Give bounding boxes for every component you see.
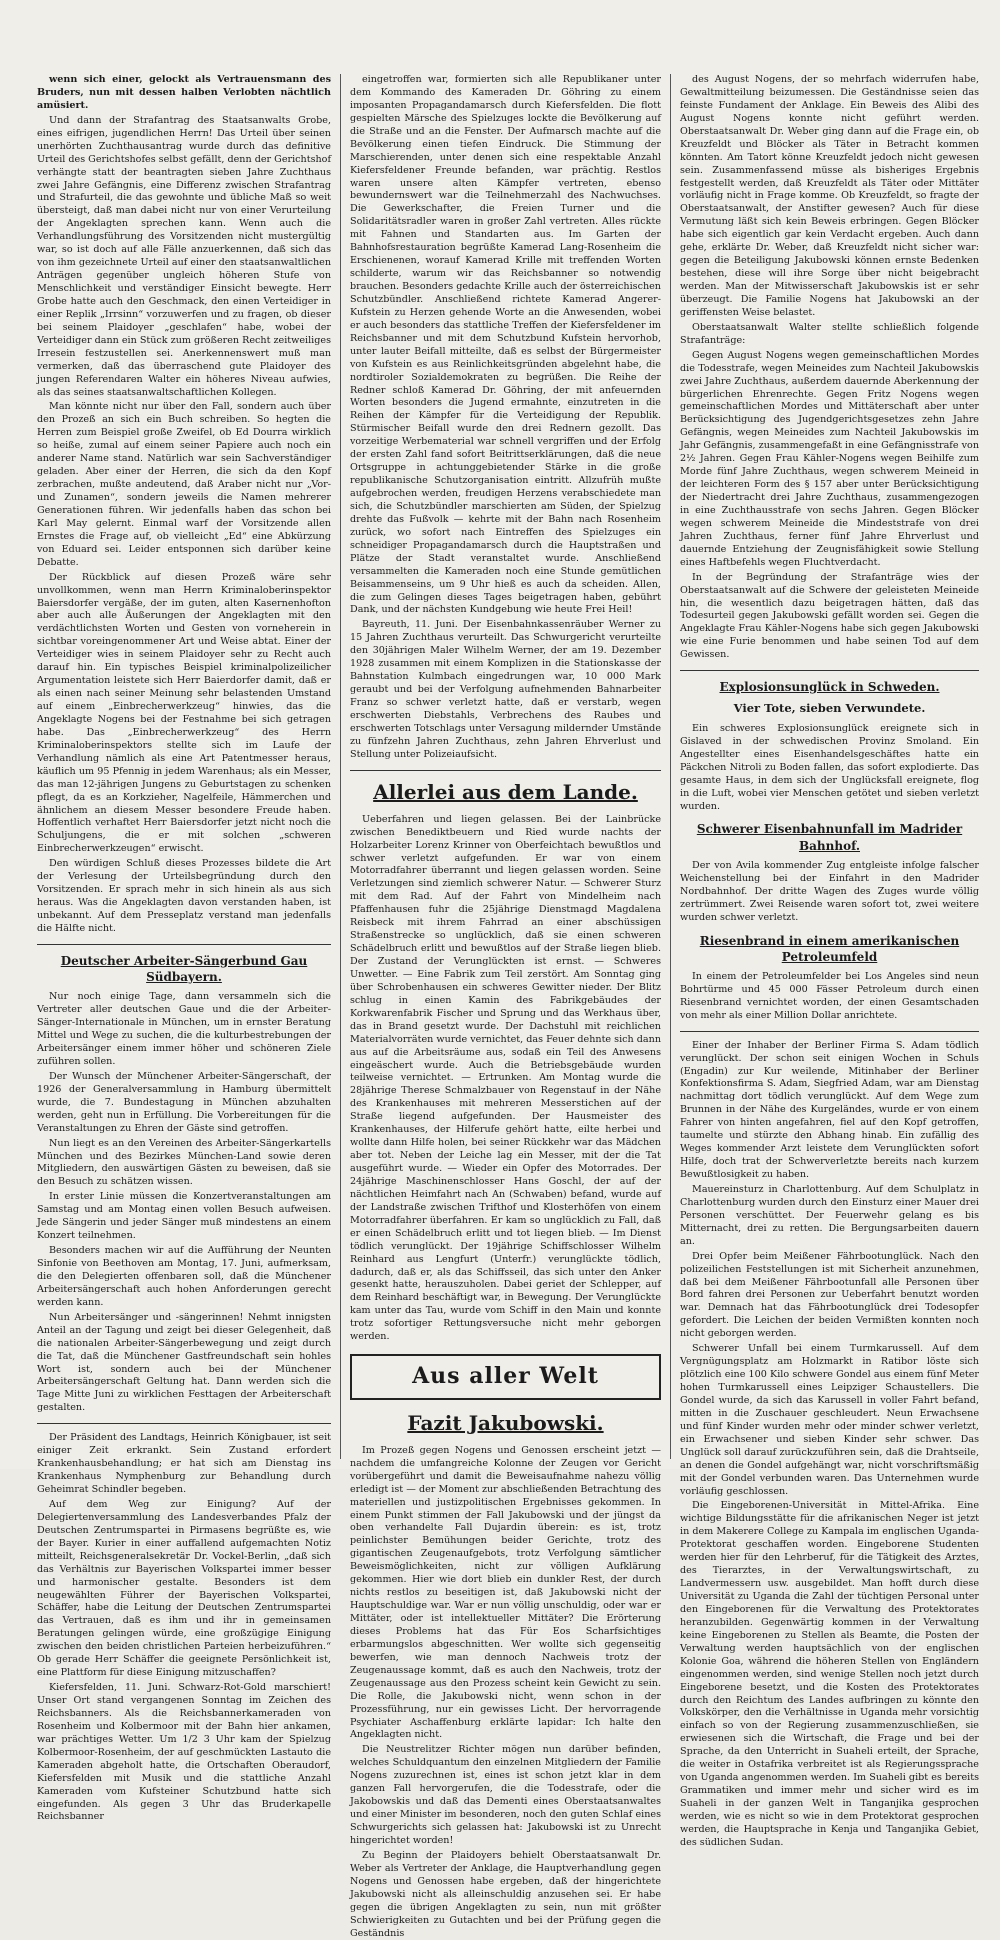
article-text: Gegen August Nogens wegen gemeinschaftlichen Mordes die Todesstrafe, wegen Meineides zum Nachteil Jakubowskis zwei Jahre Zuchthaus, außerdem dauernde Aberkennung der bürgerlichen Ehrenrechte. Gegen Fritz Nogens wegen gemeinschaftlichen Mordes und Mittäterschaft aber unter Berücksichtigung des Jugendgerichtsgesetzes zehn Jahre Gefängnis, wegen Meineides zum Nachteil Jakubowskis im Jahr Gefängnis, zusammengefaßt in eine Gefängnisstrafe von 2½ Jahren. Gegen Frau Kähler-Nogens wegen Beihilfe zum Morde fünf Jahre Zuchthaus, wegen schwerem Meineid in der leichteren Form des § 157 aber unter Berücksichtigung der Niedertracht drei Jahre Zuchthaus, zusammengezogen in eine Zuchthausstrafe von sechs Jahren. Gegen Blöcker wegen schwerem Meineide die Mindeststrafe von drei Jahren Zuchthaus, ferner fünf Jahre Ehrverlust und dauernde Entziehung der Zeugnisfähigkeit sowie Stellung eines Haftbefehls wegen Fluchtverdacht. [680,349,979,568]
article-text: Die Eingeborenen-Universität in Mittel-Afrika. Eine wichtige Bildungsstätte für die afrikanischen Neger ist jetzt in dem Makerere College zu Kampala im englischen Uganda-Protektorat geschaffen worden. Eingeborene Studenten werden hier für den Lehrberuf, für die Tätigkeit des Arztes, des Tierarztes, in der Verwaltungswirtschaft, zu Landvermessern usw. ausgebildet. Man hofft durch diese Universität zu Uganda die Zahl der tüchtigen Personal unter den Eingeborenen für die Verwaltung des Protektorates heranzubilden. Gegenwärtig kommen in der Verwaltung keine Eingeborenen zu Stellen als Beamte, die Posten der Verwaltung werden hauptsächlich von der englischen Kolonie Goa, während die höheren Stellen von Engländern eingenommen werden, sind wenige Stellen noch jetzt durch Eingeborene besetzt, und die Kosten des Protektorates durch den Reichtum des Landes aufbringen zu könnte den Volkskörper, den die Verhältnisse in Uganda mehr vorsichtig einfach so von der Regierung zusammenzuschließen, sie erwiesenen sich die Wirtschaft, die Frage und bei der Sprache, da den Unterricht in Suaheli erteilt, der Sprache, die weiter in Ostafrika verbreitet ist als Regierungssprache von Uganda angenommen werden. Im Suaheli gibt es bereits Grammatiken und immer mehr und sicher wird es im Suaheli in der ganzen Welt in Tanganjika gesprochen werden, wie es nicht so wie in dem Protektorat gesprochen werden, die Hauptsprache in Kenja und Tanganjika Gebiet, des südlichen Sudan. [680,1500,979,1848]
article-text: eingetroffen war, formierten sich alle Republikaner unter dem Kommando des Kameraden Dr. Göhring zu einem imposanten Propagandamarsch durch Kiefersfelden. Die flott gespielten Märsche des Spielzuges lockte die Bevölkerung auf die Straße und an die Fenster. Der Aufmarsch machte auf die Bevölkerung einen tiefen Eindruck. Die Stimmung der Marschierenden, unter denen sich eine respektable Anzahl Kiefersfeldener Freunde befanden, war prächtig. Restlos waren unsere alten Kämpfer vertreten, ebenso bewundernswert war die Teilnehmerzahl des Nachwuchses. Die Gewerkschafter, die Freien Turner und die Solidaritätsradler waren in großer Zahl vertreten. Alles rückte mit Fahnen und Standarten aus. Im Garten der Bahnhofsrestauration begrüßte Kamerad Lang-Rosenheim die Erschienenen, worauf Kamerad Krille mit treffenden Worten schilderte, warum wir das Reichsbanner so notwendig brauchen. Besonders gedachte Krille auch der österreichischen Schutzbündler. Anschließend richtete Kamerad Angerer-Kufstein zu Herzen gehende Worte an die Anwesenden, wobei er auch besonders das stattliche Treffen der Kiefersfeldener im Reichsbanner und mit dem Schutzbund Kufstein hervorhob, unter lauter Beifall mitteilte, daß es selbst der Bürgermeister von Kufstein es aus Reinlichkeitsgründen abgelehnt habe, die nordtiroler Sozialdemokraten zu begrüßen. Die Reihe der Redner schloß Kamerad Dr. Göhring, der mit anfeuernden Worten besonders die Jugend ermahnte, einzutreten in die Reihen der Kämpfer für die Verteidigung der Republik. Stürmischer Beifall wurde den drei Rednern gezollt. Das vorzeitige Werbematerial war schnell vergriffen und der Erfolg der ersten Zahl fand sofort Beitrittserklärungen, daß die neue Ortsgruppe in achtunggebietender Stärke in die große republikanische Schutzorganisation eintritt. Allzufrüh mußte aufgebrochen werden, freudigen Herzens verabschiedete man sich, die Schutzbündler marschierten am Süden, der Spielzug drehte das Fußvolk — kehrte mit der Bahn nach Rosenheim zurück, wo sofort nach Eintreffen des Spielzuges ein schneidiger Propagandamarsch durch die Hauptstraßen und Plätze der Stadt veranstaltet wurde. Anschließend versammelten die Kameraden noch eine Stunde gemütlichen Beisammenseins, um 9 Uhr hieß es auch da scheiden. Allen, die zum Gelingen dieses Tages beigetragen haben, gebührt Dank, und der nächsten Kundgebung wie heute Frei Heil! [350,74,661,616]
article-text: Man könnte nicht nur über den Fall, sondern auch über den Prozeß an sich ein Buch schreiben. So hegten die Herren zum Beispiel große Zweifel, ob Ed Dourra wirklich so heiße, zumal auf einem seiner Papiere auch noch ein anderer Name stand. Natürlich war sein Sachverständiger geladen. Aber einer der Herren, die sich da den Kopf zerbrachen, mußte andeutend, daß Araber nicht nur „Vor- und Zunamen“, sondern jeweils die Namen mehrerer Generationen führen. Wir jedenfalls haben das schon bei Karl May gelernt. Einmal warf der Vorsitzende allen Ernstes die Frage auf, ob vielleicht „Ed“ eine Abkürzung von Eduard sei. Leider entsponnen sich darüber keine Debatte. [37,401,331,568]
article-text: Drei Opfer beim Meißener Fährbootunglück. Nach den polizeilichen Feststellungen ist mit Sicherheit anzunehmen, daß bei dem Meißener Fährbootunfall alle Personen über Bord fahren drei Personen zur Ueberfahrt benutzt worden war. Demnach hat das Fährbootunglück drei Todesopfer gefordert. Die Leichen der beiden Vermißten konnten noch nicht geborgen werden. [680,1250,979,1340]
article-text: Schwerer Unfall bei einem Turmkarussell. Auf dem Vergnügungsplatz am Holzmarkt in Ratibor löste sich plötzlich eine 100 Kilo schwere Gondel aus einem fünf Meter hohen Turmkarussell eines Leipziger Schaustellers. Die Gondel wurde, da sich das Karussell in voller Fahrt befand, mitten in die Zuschauer geschleudert. Neun Erwachsene und fünf Kinder wurden mehr oder minder schwer verletzt, ein Erwachsener und sieben Kinder sehr schwer. Das Unglück soll darauf zurückzuführen sein, daß die Drahtseile, an denen die Gondel aufgehängt war, nicht vorschriftsmäßig mit der Gondel verbunden waren. Das Unternehmen wurde vorläufig geschlossen. [680,1343,979,1497]
article-text: Der Rückblick auf diesen Prozeß wäre sehr unvollkommen, wenn man Herrn Kriminaloberinspektor Baiersdorfer vergäße, der im guten, alten Kasernenhofton aber auch alle Äußerungen der Angeklagten mit den verdächtlichsten Worten und Gesten von vorneherein in sichtbar voreingenommener Art und Weise abtat. Einer der Verteidiger wies in seinem Plaidoyer sehr zu Recht auch darauf hin. Ein typisches Beispiel kriminalpolizeilicher Argumentation leistete sich Herr Baierdorfer damit, daß er als einen nach seiner Meinung sehr belastenden Umstand auf einem „Einbrecherwerkzeug“ hinwies, das die Angeklagte Nogens bei der Festnahme bei sich getragen habe. Das „Einbrecherwerkzeug“ des Herrn Kriminaloberinspektors stellte sich im Laufe der Verhandlung nämlich als eine Art Patentmesser heraus, käuflich um 95 Pfennig in jedem Warenhaus; als ein Messer, das man 12-jährigen Jungens zu Geburtstagen zu schenken pflegt, da es an Korkzieher, Nagelfeile, Hämmerchen und ähnlichem an diesem Messer besondere Freude haben. Hoffentlich verhaftet Herr Baiersdorfer jetzt nicht noch die Schuljungens, die er mit solchen „schweren Einbrecherwerkzeugen“ erwischt. [37,571,331,855]
divider [350,770,661,771]
article-text: Nun liegt es an den Vereinen des Arbeiter-Sängerkartells München und des Bezirkes München-Land sowie deren Mitgliedern, den auswärtigen Gästen zu beweisen, daß sie den Besuch zu schätzen wissen. [37,1137,331,1188]
article-text: In erster Linie müssen die Konzertveranstaltungen am Samstag und am Montag einen vollen Besuch aufweisen. Jede Sängerin und jeder Sänger muß mindestens an einem Konzert teilnehmen. [37,1191,331,1242]
article-text: In einem der Petroleumfelder bei Los Angeles sind neun Bohrtürme und 45 000 Fässer Petroleum durch einen Riesenbrand vernichtet worden, der einen Gesamtschaden von mehr als einer Million Dollar anrichtete. [680,970,979,1021]
article-text: Den würdigen Schluß dieses Prozesses bildete die Art der Verlesung der Urteilsbegründung durch den Vorsitzenden. Er sprach mehr in sich hinein als aus sich heraus. Was die Angeklagten davon verstanden haben, ist unbekannt. Auf dem Presseplatz verstand man jedenfalls die Hälfte nicht. [37,858,331,934]
subheadline-tote: Vier Tote, sieben Verwundete. [733,701,926,716]
article-text: Auf dem Weg zur Einigung? Auf der Delegiertenversammlung des Landesverbandes Pfalz der Deutschen Zentrumspartei in Pirmasens begrüßte es, wie der Bayer. Kurier in einer auffallend aufgemachten Notiz mitteilt, Reichsgeneralsekretär Dr. Vockel-Berlin, „daß sich das Verhältnis zur Bayerischen Volkspartei immer besser und harmonischer gestalte. Besonders ist dem neugewählten Führer der Bayerischen Volkspartei, Schäffer, habe die Leitung der Deutschen Zentrumspartei das Vertrauen, daß es ihm und ihr in gemeinsamen Beratungen gelingen würde, eine großzügige Einigung zwischen den beiden christlichen Parteien herbeizuführen.“ Ob gerade Herr Schäffer die geeignete Persönlichkeit ist, eine Plattform für diese Einigung mitzuschaffen? [37,1498,331,1679]
article-text: Kiefersfelden, 11. Juni. Schwarz-Rot-Gold marschiert! Unser Ort stand vergangenen Sonntag im Zeichen des Reichsbanners. Als die Reichsbannerkameraden von Rosenheim und Kolbermoor mit der Bahn hier ankamen, war prächtiges Wetter. Um 1/2 3 Uhr kam der Spielzug Kolbermoor-Rosenheim, der auf geschmückten Lastauto die Kameraden abgeholt hatte, die Ortschaften Oberaudorf, Kiefersfelden mit Musik und die stattliche Anzahl Kameraden vom Kufsteiner Schutzbund hatte sich eingefunden. Als gegen 3 Uhr das Bruderkapelle Reichsbanner [37,1682,331,1823]
divider [37,944,331,945]
article-text: Ueberfahren und liegen gelassen. Bei der Lainbrücke zwischen Benediktbeuern und Ried wurde nachts der Holzarbeiter Lorenz Krinner von Oberfeichtach bewußtlos und schwer verletzt aufgefunden. Er war von einem Motorradfahrer überrannt und liegen gelassen worden. Seine Verletzungen sind ziemlich schwerer Natur. — Schwerer Sturz mit dem Rad. Auf der Fahrt von Mindelheim nach Pfaffenhausen fuhr die 25jährige Dienstmagd Magdalena Reisbeck mit ihrem Fahrrad an einer abschüssigen Straßenstrecke so unglücklich, daß sie einen schweren Schädelbruch erlitt und bewußtlos auf der Straße liegen blieb. Der Zustand der Verunglückten ist ernst. — Schweres Unwetter. — Eine Fabrik zum Teil zerstört. Am Sonntag ging über Schrobenhausen ein schweres Gewitter nieder. Der Blitz schlug in einen Kamin des Fabrikgebäudes der Korkwarenfabrik Fischer und Sprung und das Werkhaus über, das in Brand gesetzt wurde. Der Dachstuhl mit reichlichen Materialvorräten wurde vernichtet, das Feuer dehnte sich dann aus auf die Arbeitsräume aus, sodaß ein Teil des Anwesens eingeäschert wurde. Auch die Betriebsgebäude wurden teilweise vernichtet. — Ertrunken. Am Montag wurde die 28jährige Therese Schmalzbauer von Regenstauf in der Nähe des Krankenhauses mit mehreren Messerstichen auf der Straße liegend aufgefunden. Der Hausmeister des Krankenhauses, der Hilferufe gehört hatte, eilte herbei und wollte dann Hilfe holen, bei seiner Rückkehr war das Mädchen aber tot. Neben der Leiche lag ein Messer, mit der die Tat ausgeführt wurde. — Wieder ein Opfer des Motorrades. Der 24jährige Maschinenschlosser Hans Goschl, der auf der nächtlichen Heimfahrt nach An (Schwaben) befand, wurde auf der Landstraße zwischen Trifthof und Klosterhöfen von einem Motorradfahrer überfahren. Er kam so unglücklich zu Fall, daß er einen Schädelbruch erlitt und tot liegen blieb. — Im Dienst tödlich verunglückt. Der 19jährige Schiffschlosser Wilhelm Reinhard aus Lengfurt (Unterfr.) verunglückte tödlich, dadurch, daß er, als das Schiffsseil, das sich unter den Anker gesenkt hatte, herauszuholen. Dabei geriet der Schlepper, auf dem Reinhard beschäftigt war, in Bewegung. Der Verunglückte kam unter das Tau, wurde vom Schiff in den Main und konnte trotz sofortiger Rettungsversuche nicht mehr geborgen werden. [350,813,661,1343]
columns [28,74,990,1939]
headline-arbeiter-saengerbund: Deutscher Arbeiter-Sängerbund Gau Südbayern. [60,953,308,985]
column-1 [28,74,340,1823]
headline-allerlei: Allerlei aus dem Lande. [373,779,638,804]
article-text: Die Neustrelitzer Richter mögen nun darüber befinden, welches Schuldquantum den einzelnen Mitgliedern der Familie Nogens zuzurechnen ist, eines ist schon jetzt klar in dem ganzen Fall hervorgerufen, die die Todesstrafe, oder die Jakobowskis und daß das Dementi eines Oberstaatsanwaltes und einer Minister im besonderen, noch den guten Schlaf eines Schwurgerichts sich gelassen hat: Jakubowski ist zu Unrecht hingerichtet worden! [350,1744,661,1846]
article-text: Der von Avila kommender Zug entgleiste infolge falscher Weichenstellung bei der Einfahrt in den Madrider Nordbahnhof. Der dritte Wagen des Zuges wurde völlig zertrümmert. Zwei Reisende waren sofort tot, zwei weitere wurden schwer verletzt. [680,859,979,923]
headline-explosion-schweden: Explosionsunglück in Schweden. [719,680,940,695]
article-text: Der Wunsch der Münchener Arbeiter-Sängerschaft, der 1926 der Generalversammlung in Hamburg übermittelt wurde, die 7. Bundestagung in München abzuhalten werden, geht nun in Erfüllung. Die Vorbereitungen für die Veranstaltungen zu Ehren der Gäste sind getroffen. [37,1070,331,1134]
article-text: Besonders machen wir auf die Aufführung der Neunten Sinfonie von Beethoven am Montag, 17. Juni, aufmerksam, die den Delegierten offenbaren soll, daß die Münchener Arbeitersängerschaft auch hohen Anforderungen gerecht werden kann. [37,1245,331,1308]
article-text: Nur noch einige Tage, dann versammeln sich die Vertreter aller deutschen Gaue und die der Arbeiter-Sänger-Internationale in München, um in ernster Beratung Mittel und Wege zu suchen, die die kulturbestrebungen der Arbeitersänger einem immer höher und schöneren Ziele zuführen sollen. [37,991,331,1067]
column-2 [340,74,670,1939]
article-text: In der Begründung der Strafanträge wies der Oberstaatsanwalt auf die Schwere der geleisteten Meineide hin, die wesentlich dazu beigetragen hätten, daß das Todesurteil gegen Jakubowski gefällt worden sei. Gegen die Angeklagte Frau Kähler-Nogens habe sich gegen Jakubowski wie eine Furie benommen und habe seinen Tod auf dem Gewissen. [680,571,979,661]
article-text: Einer der Inhaber der Berliner Firma S. Adam tödlich verunglückt. Der schon seit einigen Wochen in Schuls (Engadin) zur Kur weilende, Mitinhaber der Berliner Konfektionsfirma S. Adam, Siegfried Adam, war am Dienstag nachmittag dort tödlich verunglückt. Auf dem Wege zum Brunnen in der Nähe des Kurgeländes, wurde er von einem Fahrer von hinten angefahren, fiel auf den Kopf getroffen, taumelte und stürzte den Abhang hinab. Ein zufällig des Weges kommender Arzt leistete dem Verunglückten sofort Hilfe, doch trat der Schwerverletzte bereits nach kurzem Bewußtlosigkeit zu haben. [680,1039,979,1181]
article-text: Oberstaatsanwalt Walter stellte schließlich folgende Strafanträge: [680,321,979,346]
headline-petroleum: Riesenbrand in einem amerikanischen Petroleumfeld [699,933,960,964]
article-text: Bayreuth, 11. Juni. Der Eisenbahnkassenräuber Werner zu 15 Jahren Zuchthaus verurteilt. Das Schwurgericht verurteilte den 30jährigen Maler Wilhelm Werner, der am 19. Dezember 1928 zusammen mit einem Komplizen in die Stationskasse der Bahnstation Kulmbach eingedrungen war, 10 000 Mark geraubt und bei der Verfolgung aufnehmenden Bahnarbeiter Franz so schwer verletzt hatte, daß er verstarb, wegen erschwerten Diebstahls, Verbrechens des Raubes und erschwerten Totschlags unter Versagung mildernder Umstände zu fünfzehn Jahren Zuchthaus, zehn Jahren Ehrverlust und Stellung unter Polizeiaufsicht. [350,619,661,760]
headline-fazit-jakubowski: Fazit Jakubowski. [407,1410,604,1435]
column-3 [670,74,988,1848]
article-text: wenn sich einer, gelockt als Vertrauensmann des Bruders, nun mit dessen halben Verlobten nächtlich amüsiert. [37,74,331,111]
divider [680,1031,979,1032]
article-text: Zu Beginn der Plaidoyers behielt Oberstaatsanwalt Dr. Weber als Vertreter der Anklage, die Hauptverhandlung gegen Nogens und Genossen habe ergeben, daß der hingerichtete Jakubowski nicht als alleinschuldig anzusehen sei. Er habe gegen die übrigen Angeklagten zu sein, nun mit größter Schwierigkeiten zu Gutachten und bei der Prüfung gegen die Geständnis [350,1849,661,1939]
divider [680,670,979,671]
article-text: Der Präsident des Landtags, Heinrich Königbauer, ist seit einiger Zeit erkrankt. Sein Zustand erfordert Krankenhausbehandlung; er hat sich am Dienstag ins Krankenhaus Nymphenburg zur Behandlung durch Geheimrat Schindler begeben. [37,1432,331,1495]
section-header-aus-aller-welt: Aus aller Welt [350,1354,661,1400]
article-text: Im Prozeß gegen Nogens und Genossen erscheint jetzt — nachdem die umfangreiche Kolonne der Zeugen vor Gericht vorübergeführt und damit die Beweisaufnahme nahezu völlig erledigt ist — der Moment zur abschließenden Betrachtung des materiellen und justizpolitischen Ergebnisses gekommen. In einem Punkt stimmen der Fall Jakubowski und der jüngst da oben verhandelte Fall Dujardin überein: es ist, trotz peinlichster Bemühungen beider Gerichte, trotz des gigantischen Zeugenaufgebots, trotz Verfolgung sämtlicher Beweismöglichkeiten, nicht zur völligen Aufklärung gekommen. Hier wie dort blieb ein dunkler Rest, der durch nichts restlos zu beseitigen ist, daß Jakubowski nicht der Hauptschuldige war. War er nun völlig unschuldig, oder war er Mittäter, oder ist intellektueller Mittäter? Die Erörterung dieses Problems hat das Für Eos Scharfsichtiges erbarmungslos abgeschnitten. Wer wollte sich gegenseitig bewerfen, wie man dennoch Nachweis trotz der Zeugenaussage kommt, daß es auch den Nachweis, trotz der Zeugenaussage aus den Prozess scheint kein Gewicht zu sein. Die Rolle, die Jakubowski nicht, wenn schon in der Prozessführung, nur ein gewisses Licht. Der hervorragende Psychiater Aschaffenburg erklärte lapidar: Ich halte den Angeklagten nicht. [350,1444,661,1741]
divider [37,1423,331,1424]
article-text: Ein schweres Explosionsunglück ereignete sich in Gislaved in der schwedischen Provinz Smoland. Ein Angestellter eines Eisenhandelsgeschäftes hatte ein Päckchen Nitroli zu Boden fallen, das sofort explodierte. Das gesamte Haus, in dem sich der Unglücksfall ereignete, flog in die Luft, wobei vier Menschen getötet und sieben verletzt wurden. [680,722,979,812]
article-text: Und dann der Strafantrag des Staatsanwalts Grobe, eines eifrigen, jugendlichen Herrn! Das Urteil über seinen unerhörten Zuchthausantrag wurde durch das definitive Urteil des Gerichtshofes selbst gefällt, denn der Gerichtshof verhängte statt der beantragten sieben Jahre Zuchthaus zwei Jahre Gefängnis, eine Differenz zwischen Strafantrag und Strafurteil, die das gewohnte und übliche Maß so weit übersteigt, daß man dabei nicht nur von einer Verurteilung der Angeklagten sprechen kann. Wenn auch die Verhandlungsführung des Vorsitzenden nicht mustergültig war, so ist doch auf alle Fälle anzuerkennen, daß sich das von ihm gezeichnete Urteil auf einer den staatsanwaltlichen Anträgen gegenüber ungleich höheren Stufe von Menschlichkeit und verständiger Einsicht bewegte. Herr Grobe hatte auch den Geschmack, den einen Verteidiger in einer Replik „Irrsinn“ vorzuwerfen und zu fragen, ob dieser bei seinem Plaidoyer „geschlafen“ habe, wobei der Verteidiger dann ein Stück zum größeren Recht zeitweiliges Irresein festzustellen sei. Anerkennenswert muß man vermerken, daß das überraschend gute Plaidoyer des jungen Referendaren Walter ein höheres Niveau aufwies, als das seines staatsanwaltschaftlichen Kollegen. [37,114,331,398]
article-text: des August Nogens, der so mehrfach widerrufen habe, Gewaltmitteilung beizumessen. Die Geständnisse seien das feinste Fundament der Anklage. Ein Beweis des Alibi des August Nogens konnte nicht geführt werden. Oberstaatsanwalt Dr. Weber ging dann auf die Frage ein, ob Kreuzfeldt und Blöcker als Täter in Betracht kommen könnten. Am Tatort könne Kreuzfeldt jedoch nicht gewesen sein. Zusammenfassend müsse als bisheriges Ergebnis festgestellt werden, daß Kreuzfeldt als Täter oder Mittäter vorläufig nicht in Frage komme. Ob Kreuzfeldt, so fragte der Oberstaatsanwalt, der Anstifter gewesen? Auch für diese Vermutung läßt sich kein Beweis erbringen. Gegen Blöcker habe sich eigentlich gar kein Verdacht ergeben. Auch dann gehe, erklärte Dr. Weber, daß Kreuzfeldt nicht sicher war: gegen die Beteiligung Jakubowski können ernste Bedenken bestehen, diese will ihre Sorge über nicht beigebracht werden. Man der Mitwisserschaft Jakubowskis ist er sehr überzeugt. Die Familie Nogens hat Jakubowski an der geriffensten Weise belastet. [680,74,979,318]
headline-madrid: Schwerer Eisenbahnunfall im Madrider Bahnhof. [696,822,963,853]
article-text: Mauereinsturz in Charlottenburg. Auf dem Schulplatz in Charlottenburg wurden durch den Einsturz einer Mauer drei Personen verschüttet. Der Feuerwehr gelang es bis Mitternacht, drei zu retten. Die Bergungsarbeiten dauern an. [680,1183,979,1247]
article-text: Nun Arbeitersänger und -sängerinnen! Nehmt innigsten Anteil an der Tagung und zeigt bei dieser Gelegenheit, daß die nationalen Arbeiter-Sängerbewegung und zeigt durch die Tat, daß die Münchener Gastfreundschaft sein hohles Wort ist, sondern auch bei der Münchener Arbeitersängerschaft Geltung hat. Dann werden sich die Tage Mitte Juni zu wirklichen Festtagen der Arbeiterschaft gestalten. [37,1311,331,1414]
